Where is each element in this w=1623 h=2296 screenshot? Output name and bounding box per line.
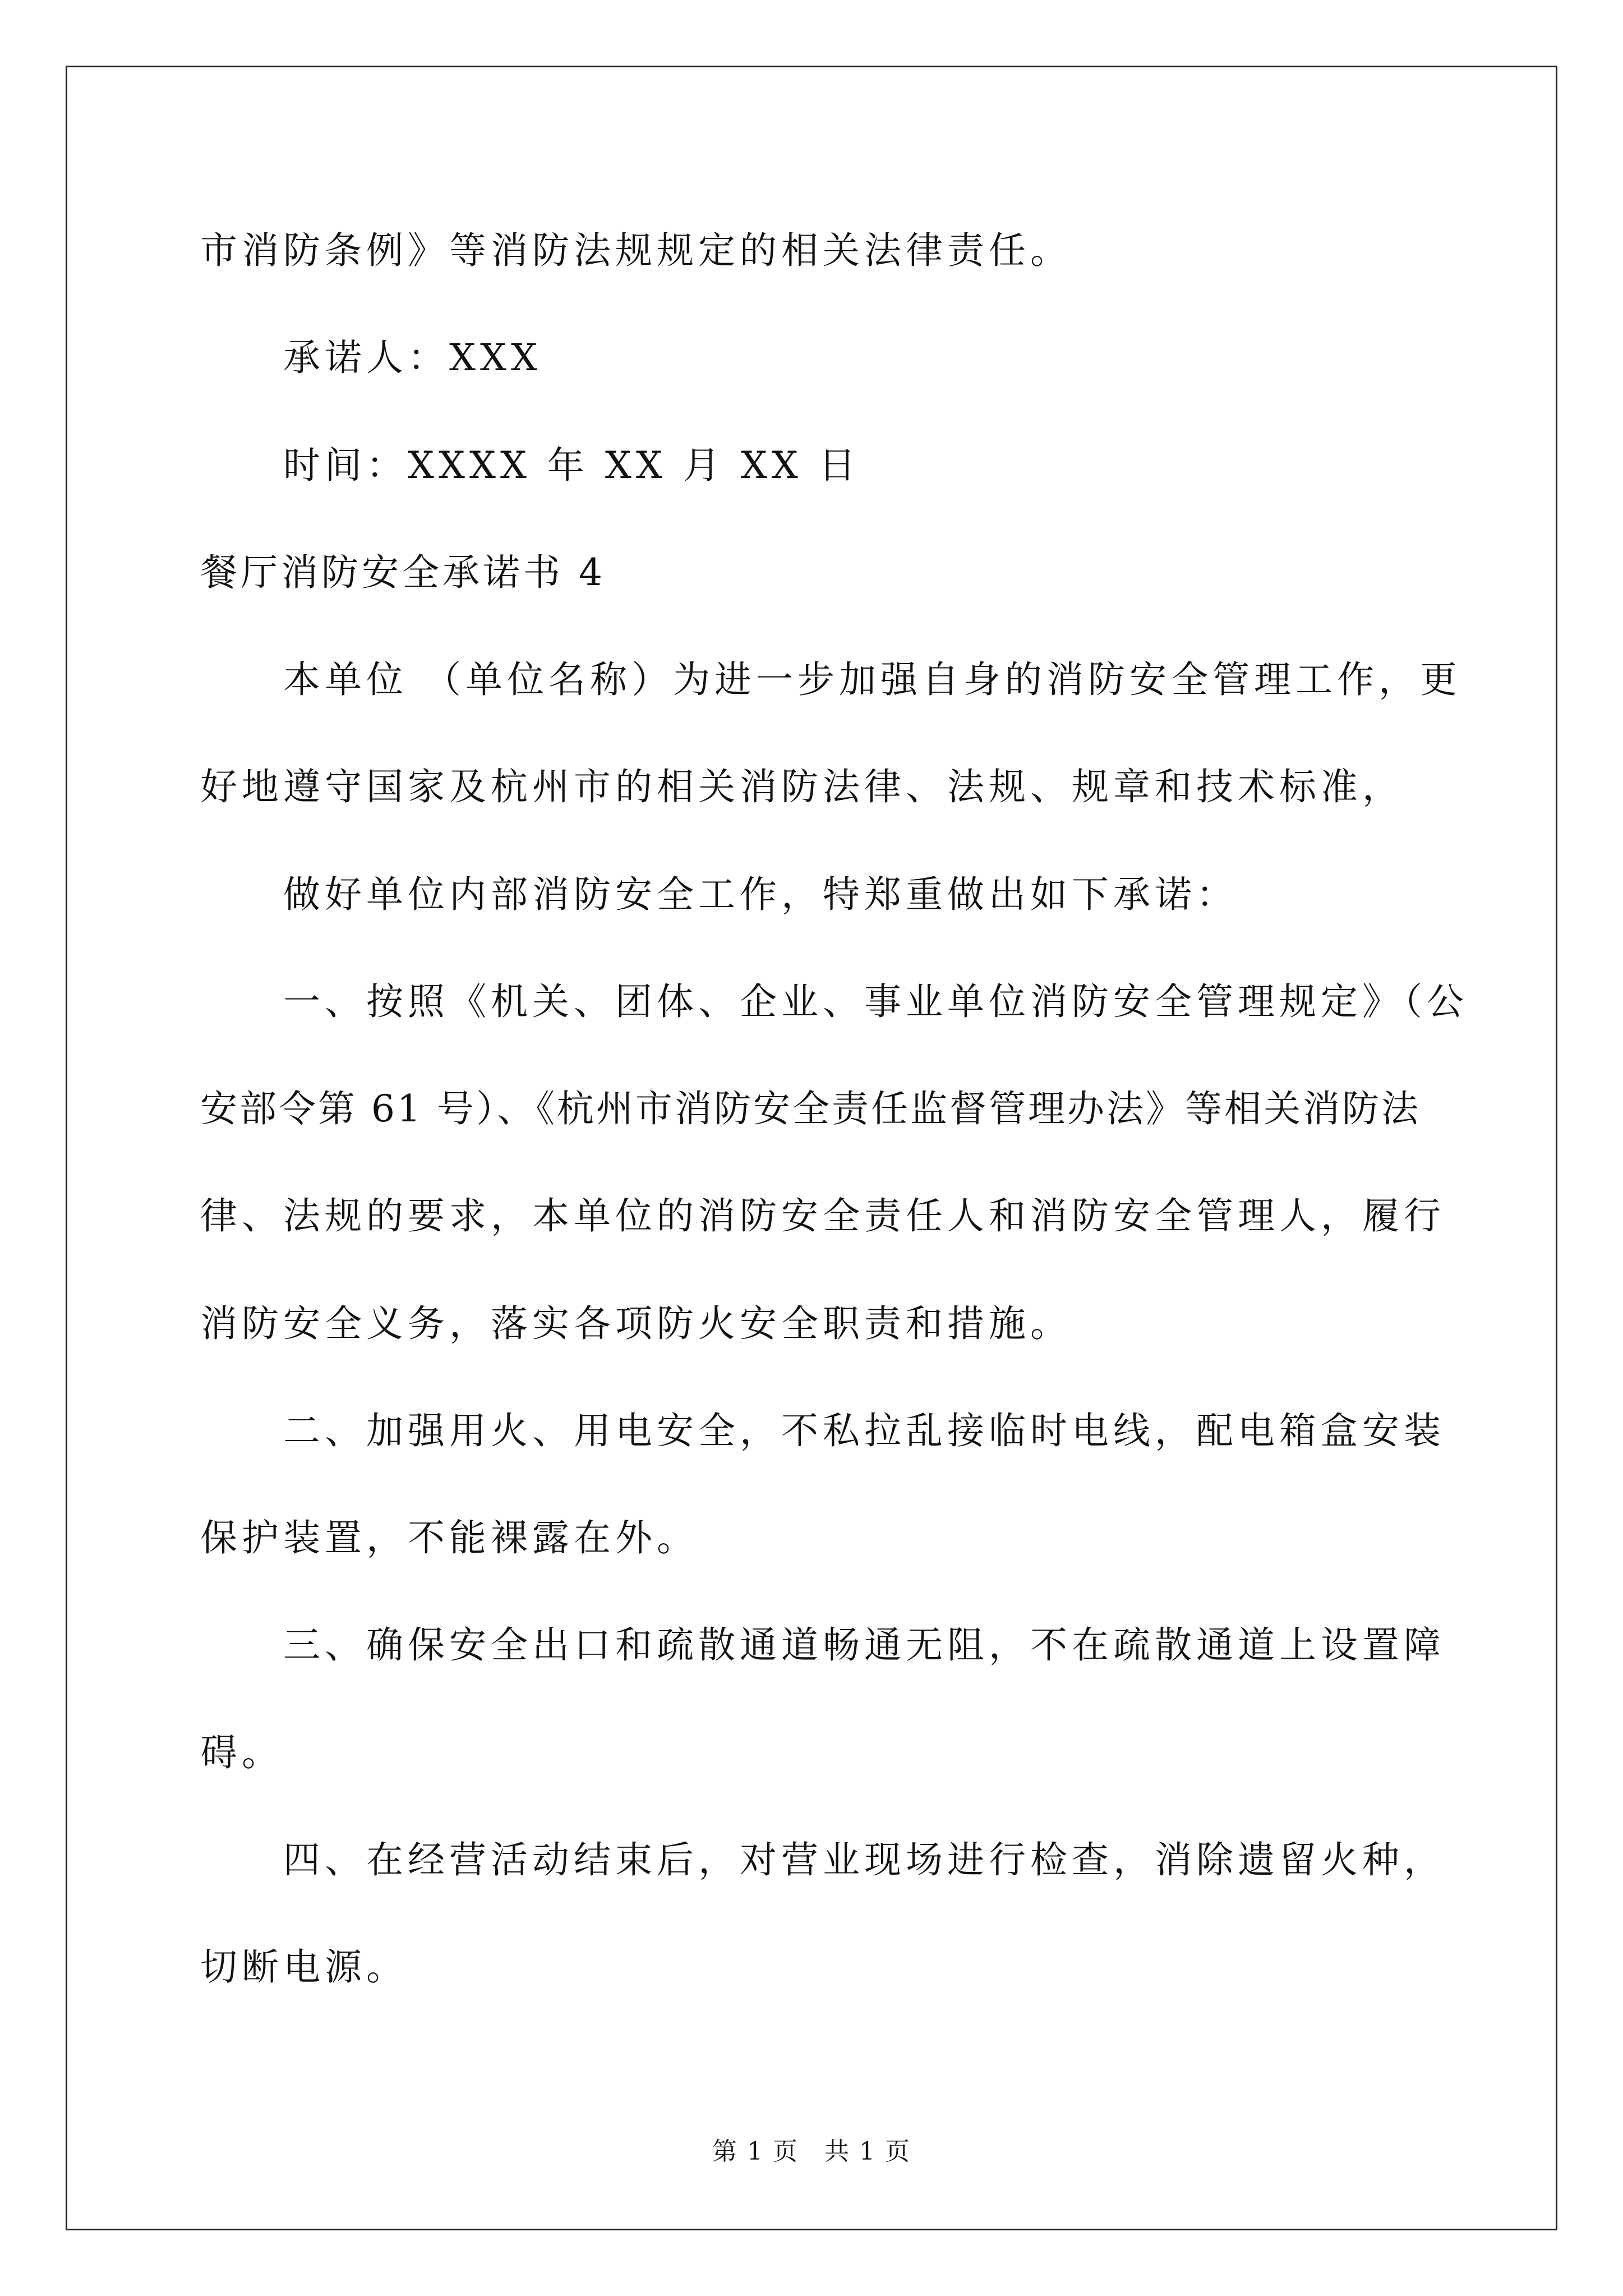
text-line: 市消防条例》等消防法规规定的相关法律责任。 xyxy=(200,229,1072,272)
text-line: 做好单位内部消防安全工作，特郑重做出如下承诺： xyxy=(283,873,1238,916)
text-line: 一、按照《机关、团体、企业、事业单位消防安全管理规定》（公 xyxy=(283,980,1468,1023)
text-line: 消防安全义务，落实各项防火安全职责和措施。 xyxy=(200,1302,1072,1345)
text-line: 二、加强用火、用电安全，不私拉乱接临时电线，配电箱盒安装 xyxy=(283,1409,1445,1452)
page-border xyxy=(66,66,1557,2230)
text-line: 本单位 （单位名称）为进一步加强自身的消防安全管理工作，更 xyxy=(283,658,1461,701)
text-line: 四、在经营活动结束后，对营业现场进行检查，消除遗留火种， xyxy=(283,1838,1445,1881)
date-line: 时间：XXXX 年 XX 月 XX 日 xyxy=(283,444,860,487)
text-line: 碍。 xyxy=(200,1731,283,1774)
text-line: 安部令第 61 号）、《杭州市消防安全责任监督管理办法》等相关消防法 xyxy=(200,1087,1421,1130)
page-footer: 第 1 页 共 1 页 xyxy=(712,2137,911,2166)
section-heading: 餐厅消防安全承诺书 4 xyxy=(200,551,606,594)
signatory-line: 承诺人：XXX xyxy=(283,336,542,379)
text-line: 保护装置，不能裸露在外。 xyxy=(200,1516,698,1559)
text-line: 切断电源。 xyxy=(200,1945,408,1989)
text-line: 好地遵守国家及杭州市的相关消防法律、法规、规章和技术标准， xyxy=(200,765,1404,808)
text-line: 三、确保安全出口和疏散通道畅通无阻，不在疏散通道上设置障 xyxy=(283,1623,1445,1667)
text-line: 律、法规的要求，本单位的消防安全责任人和消防安全管理人，履行 xyxy=(200,1194,1445,1237)
